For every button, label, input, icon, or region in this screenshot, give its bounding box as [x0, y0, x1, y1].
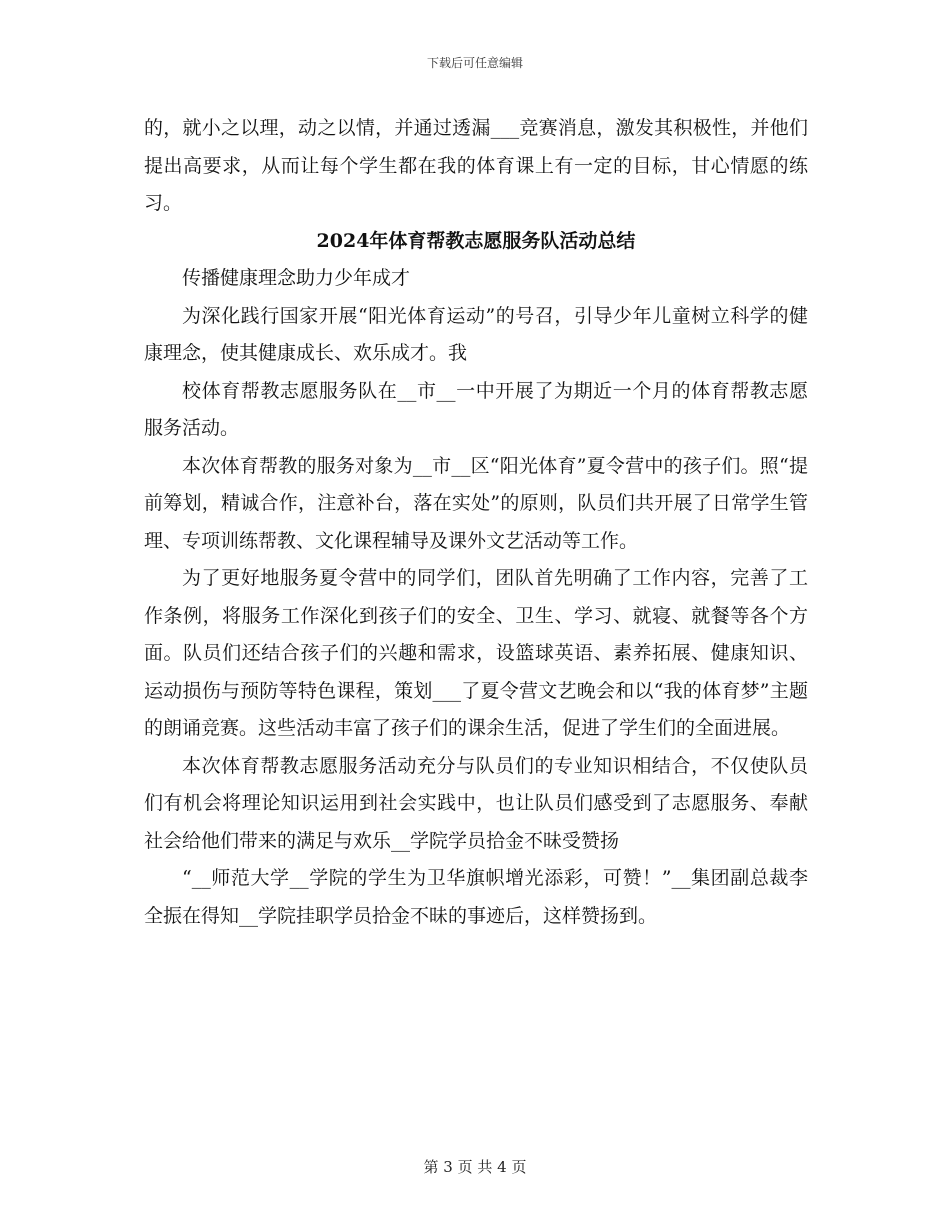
paragraph: “__师范大学__学院的学生为卫华旗帜增光添彩，可赞！”__集团副总裁李全振在得知__学院挂职学员拾金不昧的事迹后，这样赞扬到。: [144, 867, 808, 927]
subtitle-paragraph: 传播健康理念助力少年成才: [182, 267, 411, 289]
document-body: [144, 110, 808, 935]
paragraph: 本次体育帮教志愿服务活动充分与队员们的专业知识相结合，不仅使队员们有机会将理论知识运用到社会实践中，也让队员们感受到了志愿服务、奉献社会给他们带来的满足与欢乐__学院学员拾金不昧受赞扬: [144, 754, 808, 852]
intro-paragraph: 的，就小之以理，动之以情，并通过透漏___竞赛消息，激发其积极性，并他们提出高要求，从而让每个学生都在我的体育课上有一定的目标，甘心情愿的练习。: [144, 117, 808, 214]
paragraph: 为了更好地服务夏令营中的同学们，团队首先明确了工作内容，完善了工作条例，将服务工作深化到孩子们的安全、卫生、学习、就寝、就餐等各个方面。队员们还结合孩子们的兴趣和需求，设篮球英语、素养拓展、健康知识、运动损伤与预防等特色课程，策划___了夏令营文艺晚会和以“我的体育梦”主题的朗诵竞赛。这些活动丰富了孩子们的课余生活，促进了学生们的全面进展。: [144, 567, 808, 739]
paragraph: 校体育帮教志愿服务队在__市__一中开展了为期近一个月的体育帮教志愿服务活动。: [144, 379, 808, 439]
document-title: 2024年体育帮教志愿服务队活动总结: [316, 229, 636, 252]
page-footer: 第 3 页 共 4 页: [423, 1158, 527, 1176]
page-header: 下载后可任意编辑: [426, 56, 523, 70]
paragraph: 本次体育帮教的服务对象为__市__区“阳光体育”夏令营中的孩子们。照“提前筹划，精诚合作，注意补台，落在实处”的原则，队员们共开展了日常学生管理、专项训练帮教、文化课程辅导及课外文艺活动等工作。: [144, 454, 808, 552]
paragraph: 为深化践行国家开展“阳光体育运动”的号召，引导少年儿童树立科学的健康理念，使其健康成长、欢乐成才。我: [144, 304, 808, 364]
